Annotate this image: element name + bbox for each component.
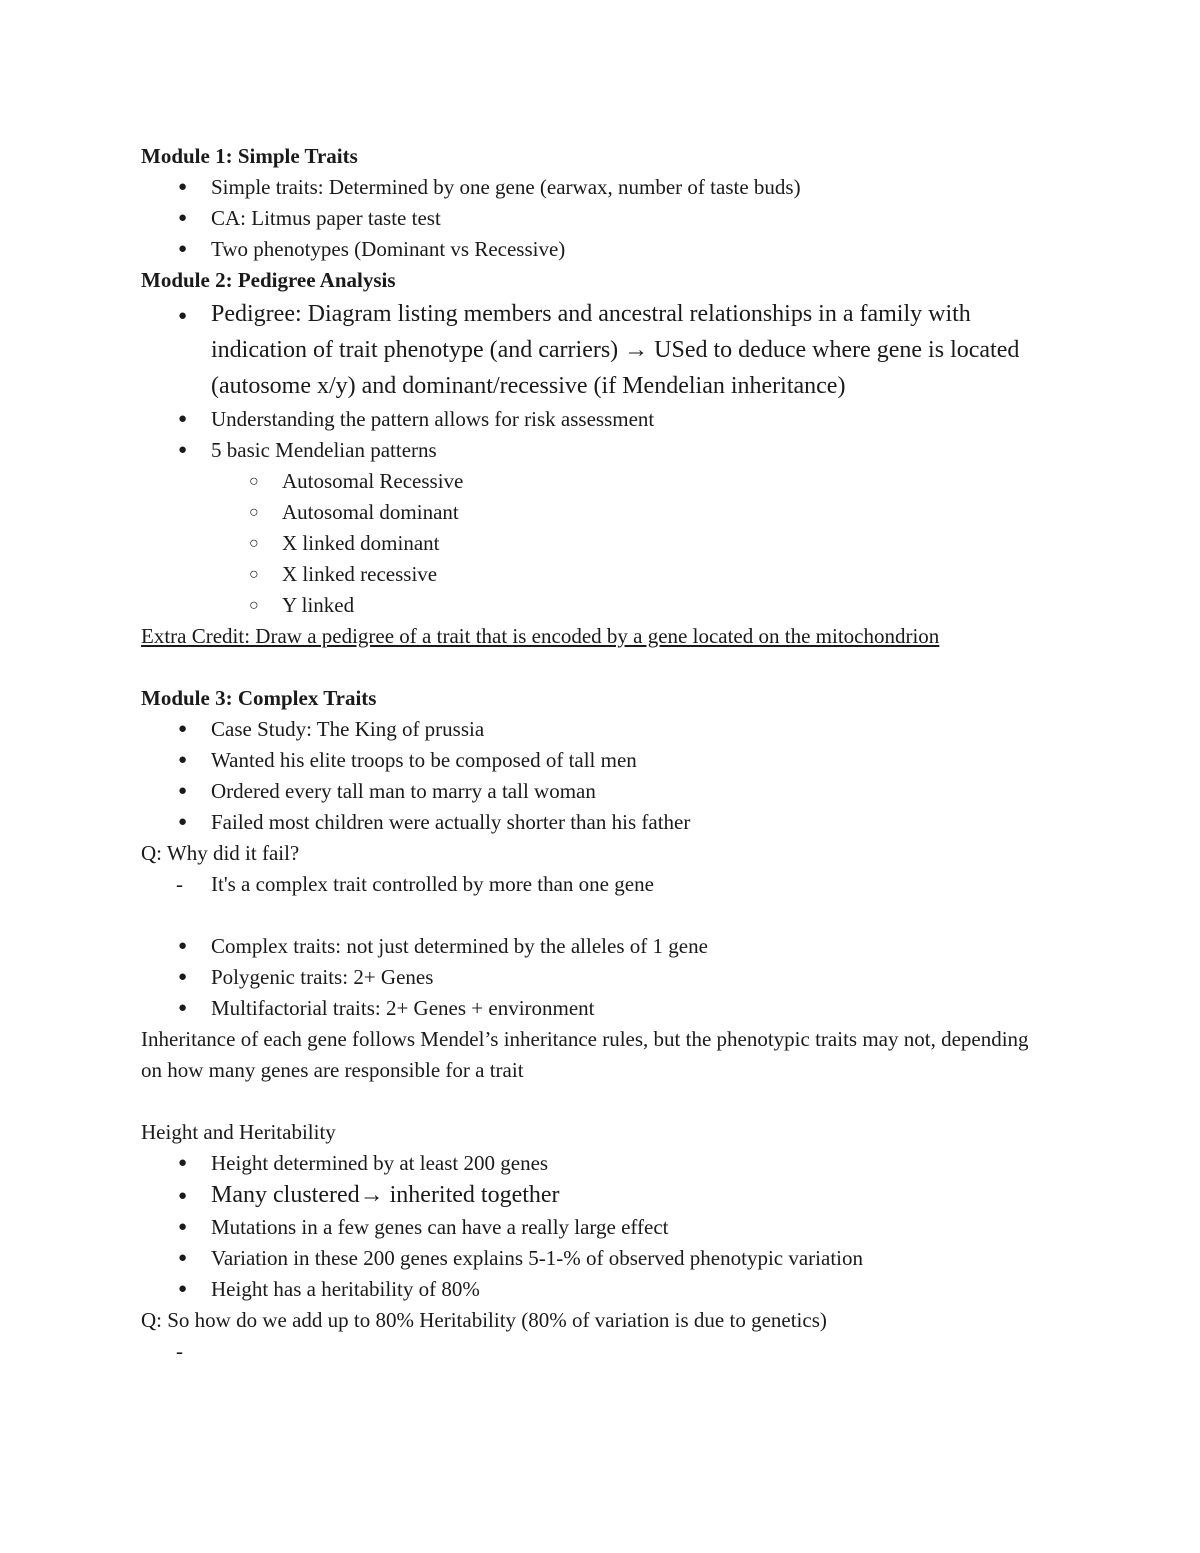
pattern-item: ○ X linked recessive — [141, 559, 1061, 590]
question-2: Q: So how do we add up to 80% Heritability (80% of variation is due to genetics) — [141, 1308, 827, 1332]
list-item: ● Height determined by at least 200 genes — [141, 1148, 1061, 1179]
list-item: ● Height has a heritability of 80% — [141, 1274, 1061, 1305]
inheritance-paragraph: Inheritance of each gene follows Mendel’s inheritance rules, but the phenotypic traits may not, depending on how many genes are responsible for a trait — [141, 1027, 1029, 1082]
height-list — [141, 1148, 1061, 1305]
bullet-icon: ● — [178, 1219, 188, 1235]
extra-credit-note: Extra Credit: Draw a pedigree of a trait that is encoded by a gene located on the mitochondrion — [141, 624, 940, 648]
module-2-list — [141, 296, 1061, 621]
pattern-item: ○ Y linked — [141, 590, 1061, 621]
pattern-item: ○ X linked dominant — [141, 528, 1061, 559]
document-content — [141, 141, 1061, 1363]
module-1-list — [141, 172, 1061, 265]
bullet-icon: ● — [178, 1155, 188, 1171]
bullet-icon: ● — [178, 938, 188, 954]
circle-bullet-icon: ○ — [249, 566, 259, 583]
bullet-icon: ● — [178, 411, 188, 427]
list-item: ● Mutations in a few genes can have a really large effect — [141, 1212, 1061, 1243]
list-item: ● Understanding the pattern allows for risk assessment — [141, 404, 1061, 435]
bullet-icon: ● — [178, 752, 188, 768]
pattern-item: ○ Autosomal dominant — [141, 497, 1061, 528]
question-1: Q: Why did it fail? — [141, 841, 300, 865]
spacer — [141, 652, 1061, 683]
circle-bullet-icon: ○ — [249, 473, 259, 490]
case-study-list — [141, 714, 1061, 838]
spacer — [141, 1086, 1061, 1117]
list-item: ● Failed most children were actually shorter than his father — [141, 807, 1061, 838]
bullet-icon: ● — [178, 210, 188, 226]
spacer — [141, 900, 1061, 931]
answer-1: - It's a complex trait controlled by more than one gene — [141, 869, 1061, 900]
pedigree-definition: ● Pedigree: Diagram listing members and ancestral relationships in a family with indication of trait phenotype (and carriers) → USed to deduce where gene is located (autosome x/y) and dominant/recessive (if Mendelian inheritance) — [141, 296, 1061, 404]
bullet-icon: ● — [178, 179, 188, 195]
list-item: ● Two phenotypes (Dominant vs Recessive) — [141, 234, 1061, 265]
circle-bullet-icon: ○ — [249, 535, 259, 552]
bullet-icon: ● — [178, 721, 188, 737]
bullet-icon: ● — [178, 1188, 188, 1204]
module-2-heading: Module 2: Pedigree Analysis — [141, 268, 396, 292]
bullet-icon: ● — [178, 1281, 188, 1297]
module-3-heading: Module 3: Complex Traits — [141, 686, 377, 710]
bullet-icon: ● — [178, 241, 188, 257]
list-item: ● Complex traits: not just determined by the alleles of 1 gene — [141, 931, 1061, 962]
height-heading: Height and Heritability — [141, 1120, 336, 1144]
list-item: ● Ordered every tall man to marry a tall woman — [141, 776, 1061, 807]
list-item: ● Case Study: The King of prussia — [141, 714, 1061, 745]
circle-bullet-icon: ○ — [249, 597, 259, 614]
bullet-icon: ● — [178, 1000, 188, 1016]
module-1-heading: Module 1: Simple Traits — [141, 144, 358, 168]
bullet-icon: ● — [178, 783, 188, 799]
bullet-icon: ● — [178, 1250, 188, 1266]
list-item: ● Simple traits: Determined by one gene (earwax, number of taste buds) — [141, 172, 1061, 203]
list-item: ● Polygenic traits: 2+ Genes — [141, 962, 1061, 993]
list-item: ● Wanted his elite troops to be composed of tall men — [141, 745, 1061, 776]
dash-icon: - — [176, 1339, 183, 1363]
list-item: ● 5 basic Mendelian patterns — [141, 435, 1061, 466]
list-item: ● CA: Litmus paper taste test — [141, 203, 1061, 234]
bullet-icon: ● — [178, 814, 188, 830]
pattern-item: ○ Autosomal Recessive — [141, 466, 1061, 497]
bullet-icon: ● — [178, 969, 188, 985]
list-item: ● Multifactorial traits: 2+ Genes + environment — [141, 993, 1061, 1024]
trait-types-list — [141, 931, 1061, 1024]
circle-bullet-icon: ○ — [249, 504, 259, 521]
bullet-icon: ● — [178, 308, 188, 324]
list-item: ● Many clustered→ inherited together — [141, 1179, 1061, 1212]
list-item: ● Variation in these 200 genes explains 5-1-% of observed phenotypic variation — [141, 1243, 1061, 1274]
dash-icon: - — [176, 872, 183, 896]
bullet-icon: ● — [178, 442, 188, 458]
